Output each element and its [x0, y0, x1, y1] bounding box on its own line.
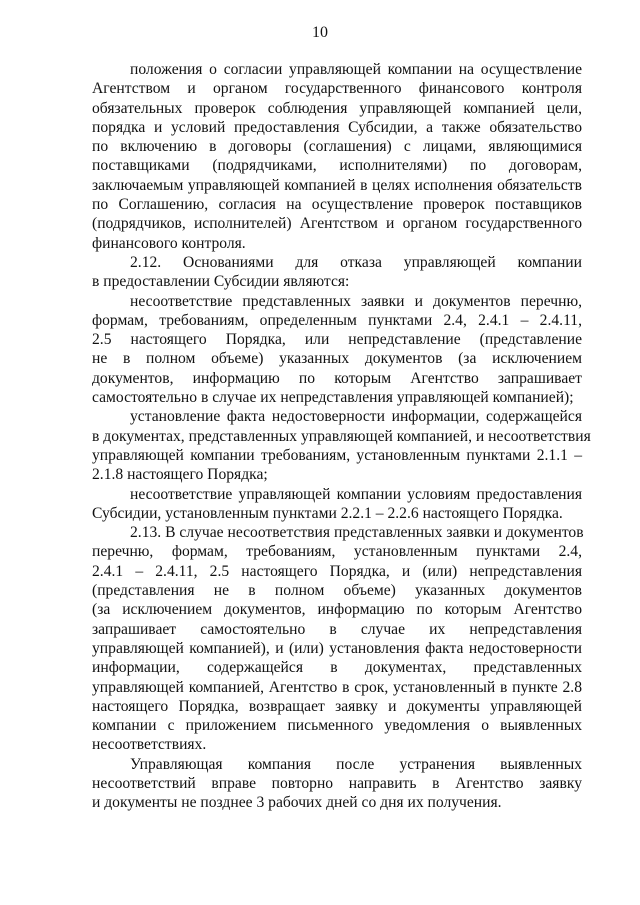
- text-line: установление факта недостоверности информации, содержащейся: [130, 408, 582, 426]
- text-line: по включению в договоры (соглашения) с лицами, являющимися: [92, 138, 582, 156]
- text-line: обязательных проверок соблюдения управляющей компанией цели,: [92, 99, 582, 117]
- text-line: самостоятельно в случае их непредставления управляющей компанией);: [92, 389, 574, 407]
- text-line: (представления не в полном объеме) указанных документов: [92, 582, 582, 600]
- text-line: Субсидии, установленным пунктами 2.2.1 – 2.2.6 настоящего Порядка.: [92, 504, 563, 522]
- text-line: 2.12. Основаниями для отказа управляющей компании: [130, 253, 582, 271]
- text-line: документов, информацию по которым Агентство запрашивает: [92, 369, 582, 387]
- text-line: не в полном объеме) указанных документов (за исключением: [92, 350, 582, 368]
- text-line: несоответствиях.: [92, 736, 207, 754]
- text-line: 2.5 настоящего Порядка, или непредставление (представление: [92, 331, 582, 349]
- text-line: несоответствий вправе повторно направить в Агентство заявку: [92, 774, 582, 792]
- text-line: Управляющая компания после устранения выявленных: [130, 755, 582, 773]
- text-line: в документах, представленных управляющей компанией, и несоответствия: [92, 427, 591, 445]
- paragraph: [92, 523, 582, 755]
- text-line: в предоставлении Субсидии являются:: [92, 273, 350, 291]
- text-line: 2.1.8 настоящего Порядка;: [92, 466, 268, 484]
- text-line: положения о согласии управляющей компании на осуществление: [130, 61, 582, 78]
- text-line: заключаемым управляющей компанией в целях исполнения обязательств: [92, 176, 582, 194]
- text-line: по Соглашению, согласия на осуществление проверок поставщиков: [92, 196, 582, 214]
- paragraph: [92, 407, 591, 484]
- text-line: настоящего Порядка, возвращает заявку и документы управляющей: [92, 697, 582, 715]
- text-line: финансового контроля.: [92, 234, 246, 252]
- text-line: несоответствие управляющей компании условиям предоставления: [130, 485, 582, 503]
- text-line: управляющей компанией, Агентство в срок, установленный в пункте 2.8: [92, 678, 582, 696]
- text-line: 2.13. В случае несоответствия представленных заявки и документов: [130, 524, 584, 542]
- text-line: 2.4.1 – 2.4.11, 2.5 настоящего Порядка, и (или) непредставления: [92, 562, 582, 580]
- page-number: 10: [312, 24, 328, 41]
- text-line: формам, требованиям, определенным пунктами 2.4, 2.4.1 – 2.4.11,: [92, 311, 582, 329]
- document-body: [92, 60, 591, 813]
- text-line: (подрядчиков, исполнителей) Агентством и органом государственного: [92, 215, 582, 233]
- text-line: запрашивает самостоятельно в случае их непредставления: [92, 620, 582, 638]
- text-line: (за исключением документов, информацию по которым Агентство: [92, 601, 582, 619]
- text-line: информации, содержащейся в документах, представленных: [92, 659, 582, 677]
- paragraph: [92, 253, 582, 292]
- paragraph: [92, 755, 582, 813]
- text-line: и документы не позднее 3 рабочих дней со дня их получения.: [92, 794, 502, 812]
- text-line: порядка и условий предоставления Субсидии, а также обязательство: [92, 118, 582, 136]
- text-line: компании с приложением письменного уведомления о выявленных: [92, 717, 582, 735]
- paragraph: [92, 485, 582, 524]
- text-line: управляющей компанией), и (или) установления факта недостоверности: [92, 639, 582, 657]
- text-line: поставщиками (подрядчиками, исполнителями) по договорам,: [92, 157, 582, 175]
- paragraph: [92, 292, 582, 408]
- text-line: перечню, формам, требованиям, установленным пунктами 2.4,: [92, 543, 582, 561]
- text-line: Агентством и органом государственного финансового контроля: [92, 80, 582, 98]
- paragraph: [92, 60, 582, 253]
- text-line: управляющей компании требованиям, установленным пунктами 2.1.1 –: [92, 446, 582, 464]
- text-line: несоответствие представленных заявки и документов перечню,: [130, 292, 582, 310]
